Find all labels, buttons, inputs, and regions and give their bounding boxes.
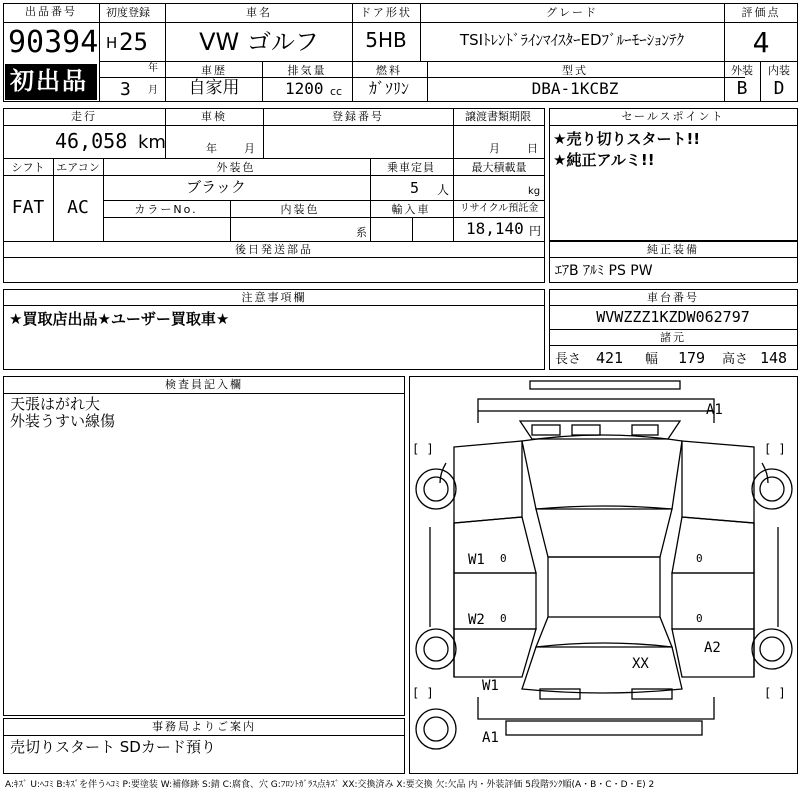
ac-value: AC bbox=[67, 197, 89, 218]
shipping-parts-label: 後日発送部品 bbox=[235, 243, 313, 256]
door-type: 5HB bbox=[365, 28, 407, 52]
equipment-list: ｴｱB ｱﾙﾐ PS PW bbox=[555, 263, 653, 279]
inspector-notes-label: 検査員記入欄 bbox=[165, 378, 243, 391]
recycle-deposit-label: リサイクル預託金 bbox=[459, 203, 539, 214]
transfer-deadline-label: 譲渡書類期限 bbox=[465, 110, 531, 123]
damage-code-legend: A:ｷｽﾞ U:ﾍｺﾐ B:ｷｽﾞを伴うﾍｺﾐ P:要塗装 W:補修跡 S:錆 C:腐食、穴 G:ﾌﾛﾝﾄｶﾞﾗｽ点ｷｽﾞ XX:交換済み X:要交換 欠:欠品 内・外装評価 5段階ﾗﾝｸ順(A・B・C・D・E) 2 bbox=[5, 780, 655, 790]
car-name-label: 車名 bbox=[246, 6, 272, 19]
era-letter: H bbox=[106, 34, 118, 52]
shift-value: FAT bbox=[11, 197, 45, 218]
year-unit: 年 bbox=[148, 63, 158, 74]
first-registration-label: 初度登録 bbox=[106, 6, 150, 19]
notes-label: 注意事項欄 bbox=[241, 291, 307, 304]
import-car-label: 輸入車 bbox=[391, 203, 431, 216]
width-value: 179 bbox=[678, 349, 706, 367]
bracket-left-top: [ ] bbox=[412, 442, 434, 456]
width-label: 幅 bbox=[645, 352, 659, 367]
registration-number-label: 登録番号 bbox=[332, 110, 384, 123]
capacity-label: 乗車定員 bbox=[387, 161, 435, 174]
damage-mark-xx-roof: XX bbox=[632, 656, 649, 672]
zero-mark-1: 0 bbox=[500, 552, 507, 565]
lot-number-label: 出品番号 bbox=[25, 5, 77, 18]
bracket-left-bottom: [ ] bbox=[412, 686, 434, 700]
car-name: VW ゴルフ bbox=[199, 28, 319, 56]
score-label: 評価点 bbox=[741, 6, 781, 19]
displacement-label: 排気量 bbox=[287, 64, 327, 77]
damage-mark-a2-right: A2 bbox=[704, 640, 721, 656]
sales-point-2: ★純正アルミ!! bbox=[553, 151, 655, 169]
history: 自家用 bbox=[188, 78, 240, 98]
displacement: 1200 bbox=[285, 79, 324, 98]
transfer-month-unit: 月 bbox=[489, 142, 500, 155]
ac-label: エアコン bbox=[56, 161, 100, 174]
color-number-label: カラーNo. bbox=[134, 203, 198, 216]
zero-mark-2: 0 bbox=[500, 612, 507, 625]
sales-points-box bbox=[549, 108, 798, 241]
fuel-label: 燃料 bbox=[376, 64, 402, 77]
damage-mark-a1-front: A1 bbox=[706, 402, 723, 418]
interior-color-suffix: 系 bbox=[356, 226, 367, 239]
registration-month: 3 bbox=[120, 79, 131, 100]
damage-mark-w1-left-front: W1 bbox=[468, 552, 485, 568]
max-load-unit: kg bbox=[528, 186, 541, 197]
height-value: 148 bbox=[760, 349, 788, 367]
displacement-unit: cc bbox=[330, 85, 343, 98]
registration-year: 25 bbox=[119, 28, 148, 56]
capacity: 5 bbox=[410, 179, 420, 197]
inspection-year-unit: 年 bbox=[206, 142, 217, 155]
model-label: 型式 bbox=[562, 64, 588, 77]
height-label: 高さ bbox=[722, 352, 749, 367]
mileage: 46,058 bbox=[55, 129, 128, 153]
office-notice-text: 売切りスタート SDカード預り bbox=[10, 738, 216, 756]
damage-mark-w1-left-lower: W1 bbox=[482, 678, 499, 694]
sales-point-1: ★売り切りスタート!! bbox=[553, 130, 701, 148]
grade-label: グレード bbox=[546, 6, 598, 19]
recycle-deposit: 18,140 bbox=[466, 219, 524, 238]
inspection-month-unit: 月 bbox=[244, 142, 255, 155]
car-outline bbox=[410, 377, 799, 775]
exterior-color: ブラック bbox=[186, 178, 246, 196]
zero-mark-3: 0 bbox=[696, 552, 703, 565]
spec-label: 諸元 bbox=[660, 331, 686, 344]
exterior-label: 外装 bbox=[731, 64, 753, 77]
model-code: DBA-1KCBZ bbox=[531, 79, 619, 98]
inspector-note-2: 外装うすい線傷 bbox=[10, 412, 116, 430]
bracket-right-bottom: [ ] bbox=[764, 686, 786, 700]
max-load-label: 最大積載量 bbox=[471, 161, 527, 174]
interior-grade: D bbox=[773, 78, 785, 99]
sales-points-label: セールスポイント bbox=[621, 110, 725, 123]
mileage-label: 走行 bbox=[71, 110, 97, 123]
recycle-unit: 円 bbox=[529, 224, 542, 238]
office-notice-label: 事務局よりご案内 bbox=[152, 720, 256, 733]
transfer-day-unit: 日 bbox=[527, 142, 538, 155]
first-listing-text: 初出品 bbox=[10, 67, 88, 95]
inspector-note-1: 天張はがれ大 bbox=[10, 395, 101, 413]
length-value: 421 bbox=[596, 349, 624, 367]
exterior-color-label: 外装色 bbox=[216, 161, 256, 174]
car-damage-diagram bbox=[409, 376, 798, 774]
bracket-right-top: [ ] bbox=[764, 442, 786, 456]
history-label: 車歴 bbox=[201, 64, 227, 77]
inspection-label: 車検 bbox=[201, 110, 227, 123]
lot-number: 90394 bbox=[8, 25, 99, 60]
mileage-unit: km bbox=[138, 132, 166, 153]
equipment-label: 純正装備 bbox=[647, 243, 699, 256]
interior-color-label: 内装色 bbox=[280, 203, 320, 216]
score: 4 bbox=[752, 26, 770, 59]
interior-label: 内装 bbox=[768, 64, 790, 77]
grade: TSIﾄﾚﾝﾄﾞﾗｲﾝﾏｲｽﾀｰEDﾌﾞﾙｰﾓｰｼｮﾝﾃｸ bbox=[459, 31, 685, 49]
zero-mark-4: 0 bbox=[696, 612, 703, 625]
length-label: 長さ bbox=[555, 352, 582, 367]
month-unit: 月 bbox=[148, 85, 158, 96]
chassis-number-label: 車台番号 bbox=[647, 291, 699, 304]
exterior-grade: B bbox=[736, 78, 748, 99]
capacity-unit: 人 bbox=[437, 183, 450, 197]
damage-mark-w2-left-rear: W2 bbox=[468, 612, 485, 628]
damage-mark-a1-rear: A1 bbox=[482, 730, 499, 746]
notes-text: ★買取店出品★ユーザー買取車★ bbox=[9, 310, 230, 328]
door-type-label: ドア形状 bbox=[360, 6, 412, 19]
fuel: ｶﾞｿﾘﾝ bbox=[368, 79, 410, 98]
shift-label: シフト bbox=[11, 161, 45, 174]
chassis-number: WVWZZZ1KZDW062797 bbox=[596, 308, 750, 326]
